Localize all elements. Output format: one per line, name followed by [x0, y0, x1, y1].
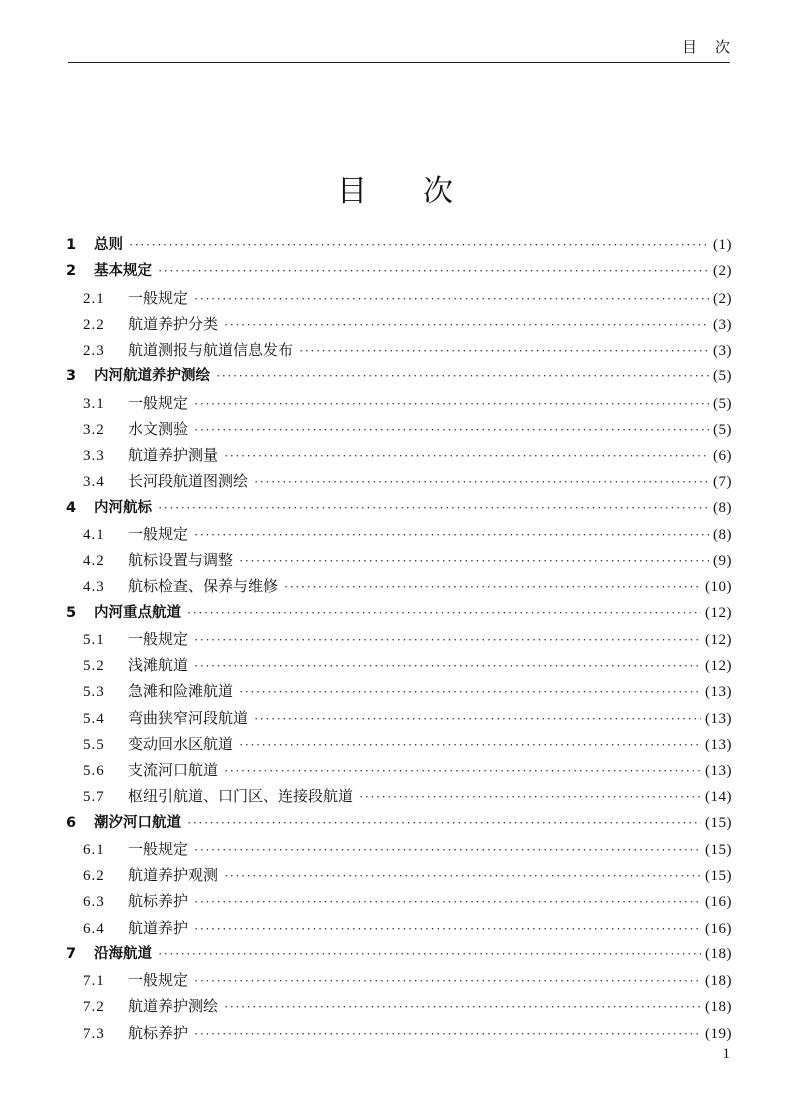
page-number: 1 — [722, 1046, 730, 1062]
toc-entry-page: (16) — [705, 894, 732, 911]
toc-entry-title: 内河航道养护测绘 — [94, 368, 210, 385]
toc-entry-title: 一般规定 — [128, 629, 189, 648]
toc-entry-number: 2.3 — [83, 343, 105, 359]
toc-section-entry[interactable] — [66, 626, 732, 652]
toc-entry-title: 航道养护分类 — [128, 314, 219, 333]
toc-section-entry[interactable] — [66, 652, 732, 678]
toc-dot-leader — [194, 391, 709, 417]
running-header-title: 目次 — [681, 38, 748, 56]
toc-entry-page: (18) — [705, 945, 732, 962]
toc-entry-number: 5 — [66, 604, 77, 621]
toc-dot-leader — [224, 758, 701, 784]
toc-dot-leader — [216, 363, 709, 389]
toc-chapter-entry[interactable] — [66, 941, 732, 967]
toc-dot-leader — [254, 469, 709, 495]
toc-entry-page: (15) — [705, 868, 732, 884]
toc-dot-leader — [194, 627, 701, 653]
toc-section-entry[interactable] — [66, 337, 732, 363]
toc-entry-number: 6 — [66, 814, 77, 831]
toc-section-entry[interactable] — [66, 993, 732, 1019]
toc-entry-page: (8) — [713, 526, 732, 543]
toc-entry-page: (6) — [713, 448, 732, 464]
toc-entry-title: 航标养护 — [128, 892, 189, 911]
toc-entry-page: (9) — [713, 553, 732, 569]
toc-entry-number: 5.5 — [83, 736, 105, 753]
toc-section-entry[interactable] — [66, 783, 732, 809]
toc-entry-page: (5) — [713, 368, 732, 385]
toc-entry-title: 沿海航道 — [94, 945, 152, 962]
toc-dot-leader — [187, 810, 701, 836]
toc-entry-page: (16) — [705, 920, 732, 937]
toc-entry-number: 4.3 — [83, 579, 105, 596]
toc-entry-number: 5.7 — [83, 789, 105, 806]
toc-dot-leader — [239, 732, 701, 758]
toc-entry-page: (3) — [713, 343, 732, 359]
toc-entry-number: 2.1 — [83, 290, 105, 307]
toc-entry-page: (13) — [705, 763, 732, 779]
toc-entry-page: (2) — [713, 263, 732, 280]
toc-entry-title: 弯曲狭窄河段航道 — [128, 708, 249, 727]
toc-section-entry[interactable] — [66, 547, 732, 573]
toc-entry-page: (7) — [713, 474, 732, 491]
toc-chapter-entry[interactable] — [66, 232, 732, 258]
toc-section-entry[interactable] — [66, 1020, 732, 1046]
header-rule — [68, 62, 730, 63]
toc-entry-number: 4.2 — [83, 553, 105, 569]
toc-entry-page: (14) — [705, 789, 732, 806]
toc-entry-title: 浅滩航道 — [128, 656, 189, 674]
toc-entry-page: (18) — [705, 999, 732, 1016]
toc-chapter-entry[interactable] — [66, 810, 732, 836]
toc-chapter-entry[interactable] — [66, 495, 732, 521]
toc-dot-leader — [194, 653, 701, 679]
toc-entry-title: 一般规定 — [128, 524, 189, 543]
toc-entry-number: 5.4 — [83, 710, 105, 727]
toc-dot-leader — [224, 994, 701, 1020]
toc-entry-number: 3.2 — [83, 421, 105, 438]
toc-section-entry[interactable] — [66, 390, 732, 416]
toc-entry-number: 1 — [66, 237, 77, 253]
toc-entry-number: 7.1 — [83, 973, 105, 989]
toc-entry-title: 一般规定 — [128, 393, 189, 412]
toc-section-entry[interactable] — [66, 836, 732, 862]
running-header — [68, 36, 748, 58]
toc-entry-number: 6.1 — [83, 841, 105, 858]
toc-dot-leader — [224, 863, 701, 889]
toc-dot-leader — [194, 916, 701, 942]
toc-dot-leader — [239, 548, 709, 574]
toc-entry-title: 一般规定 — [128, 839, 189, 858]
toc-entry-title: 航道测报与航道信息发布 — [128, 341, 294, 359]
toc-dot-leader — [239, 679, 701, 705]
toc-dot-leader — [194, 889, 701, 915]
toc-entry-title: 基本规定 — [94, 263, 152, 280]
toc-entry-page: (1) — [713, 237, 732, 253]
toc-entry-title: 航标养护 — [128, 1023, 189, 1042]
toc-entry-title: 航道养护测量 — [128, 446, 219, 464]
toc-entry-number: 4.1 — [83, 526, 105, 543]
toc-entry-page: (5) — [713, 395, 732, 412]
toc-dot-leader — [299, 338, 709, 364]
toc-chapter-entry[interactable] — [66, 258, 732, 284]
toc-entry-page: (5) — [713, 421, 732, 438]
toc-entry-title: 内河航标 — [94, 499, 152, 516]
toc-entry-page: (19) — [705, 1025, 732, 1042]
toc-entry-title: 变动回水区航道 — [128, 734, 234, 753]
toc-entry-title: 一般规定 — [128, 971, 189, 989]
toc-section-entry[interactable] — [66, 311, 732, 337]
toc-dot-leader — [158, 941, 701, 967]
toc-entry-number: 3.3 — [83, 448, 105, 464]
toc-entry-number: 3.1 — [83, 395, 105, 412]
toc-section-entry[interactable] — [66, 416, 732, 442]
toc-entry-number: 5.1 — [83, 631, 105, 648]
toc-entry-page: (3) — [713, 316, 732, 333]
toc-entry-page: (13) — [705, 736, 732, 753]
toc-dot-leader — [158, 495, 709, 521]
toc-section-entry[interactable] — [66, 757, 732, 783]
toc-dot-leader — [224, 312, 709, 338]
toc-dot-leader — [194, 968, 701, 994]
table-of-contents — [66, 232, 732, 1046]
toc-entry-page: (15) — [705, 841, 732, 858]
page-title: 目次 — [337, 174, 509, 209]
toc-dot-leader — [254, 706, 701, 732]
toc-dot-leader — [158, 258, 709, 284]
toc-section-entry[interactable] — [66, 915, 732, 941]
toc-section-entry[interactable] — [66, 967, 732, 993]
toc-entry-title: 航道养护测绘 — [128, 997, 219, 1016]
toc-entry-number: 5.3 — [83, 684, 105, 701]
toc-dot-leader — [187, 600, 701, 626]
toc-section-entry[interactable] — [66, 468, 732, 494]
toc-entry-number: 5.2 — [83, 658, 105, 674]
toc-entry-page: (18) — [705, 973, 732, 989]
toc-entry-number: 3.4 — [83, 474, 105, 491]
toc-entry-number: 2 — [66, 263, 77, 280]
toc-dot-leader — [284, 574, 701, 600]
toc-section-entry[interactable] — [66, 573, 732, 599]
toc-entry-number: 6.2 — [83, 868, 105, 884]
toc-entry-number: 2.2 — [83, 316, 105, 333]
toc-entry-page: (2) — [713, 290, 732, 307]
toc-section-entry[interactable] — [66, 442, 732, 468]
toc-section-entry[interactable] — [66, 285, 732, 311]
toc-entry-page: (8) — [713, 499, 732, 516]
toc-section-entry[interactable] — [66, 862, 732, 888]
toc-entry-title: 急滩和险滩航道 — [128, 682, 234, 701]
toc-dot-leader — [194, 837, 701, 863]
toc-entry-number: 4 — [66, 499, 77, 516]
toc-dot-leader — [194, 522, 709, 548]
toc-entry-number: 7.2 — [83, 999, 105, 1016]
toc-entry-number: 5.6 — [83, 763, 105, 779]
toc-entry-page: (10) — [705, 579, 732, 596]
toc-entry-title: 水文测验 — [128, 419, 189, 438]
toc-dot-leader — [129, 232, 709, 258]
toc-entry-title: 航道养护观测 — [128, 866, 219, 884]
toc-entry-title: 航标设置与调整 — [128, 551, 234, 569]
toc-chapter-entry[interactable] — [66, 600, 732, 626]
toc-entry-page: (13) — [705, 684, 732, 701]
toc-entry-title: 潮汐河口航道 — [94, 814, 181, 831]
toc-dot-leader — [194, 286, 709, 312]
toc-entry-page: (12) — [705, 604, 732, 621]
toc-entry-title: 一般规定 — [128, 288, 189, 307]
toc-entry-title: 总则 — [94, 237, 123, 253]
toc-section-entry[interactable] — [66, 521, 732, 547]
toc-entry-page: (12) — [705, 658, 732, 674]
toc-entry-number: 6.4 — [83, 920, 105, 937]
toc-entry-page: (12) — [705, 631, 732, 648]
toc-dot-leader — [224, 443, 709, 469]
toc-dot-leader — [359, 784, 701, 810]
toc-section-entry[interactable] — [66, 731, 732, 757]
toc-entry-page: (15) — [705, 814, 732, 831]
toc-entry-title: 长河段航道图测绘 — [128, 472, 249, 491]
toc-section-entry[interactable] — [66, 888, 732, 914]
toc-entry-title: 航标检查、保养与维修 — [128, 577, 279, 596]
toc-chapter-entry[interactable] — [66, 363, 732, 389]
toc-entry-number: 3 — [66, 368, 77, 385]
toc-entry-title: 枢纽引航道、口门区、连接段航道 — [128, 787, 354, 806]
toc-dot-leader — [194, 1021, 701, 1047]
toc-section-entry[interactable] — [66, 678, 732, 704]
toc-entry-number: 6.3 — [83, 894, 105, 911]
toc-entry-title: 内河重点航道 — [94, 604, 181, 621]
toc-entry-number: 7.3 — [83, 1025, 105, 1042]
toc-dot-leader — [194, 417, 709, 443]
toc-entry-number: 7 — [66, 945, 77, 962]
toc-entry-title: 支流河口航道 — [128, 761, 219, 779]
toc-section-entry[interactable] — [66, 705, 732, 731]
toc-entry-page: (13) — [705, 710, 732, 727]
toc-entry-title: 航道养护 — [128, 918, 189, 937]
